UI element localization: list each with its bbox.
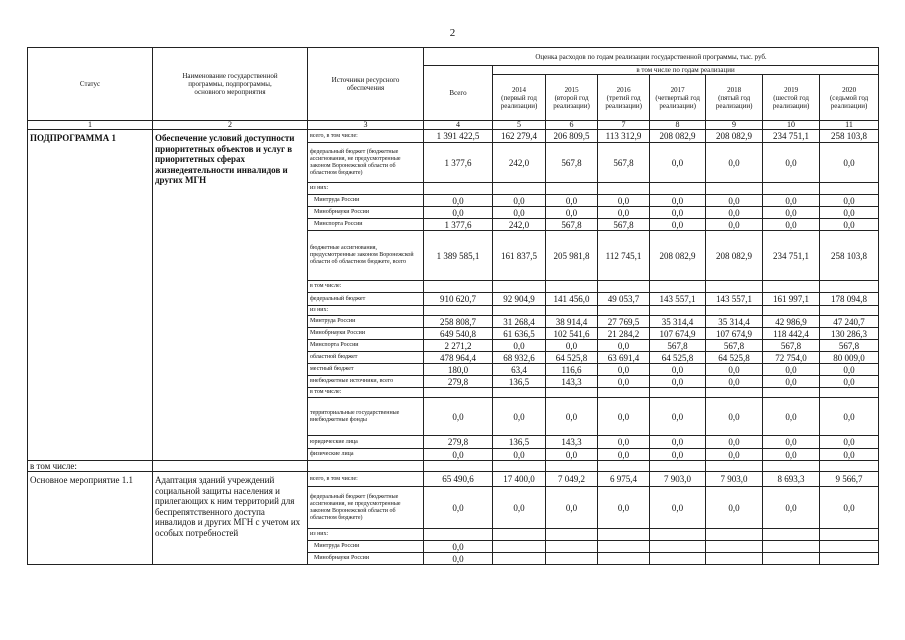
value-2019: 0,0 xyxy=(763,207,820,219)
header-estimate: Оценка расходов по годам реализации государственной программы, тыс. руб. xyxy=(424,48,879,66)
value-total: 279,8 xyxy=(424,436,493,449)
value-2014: 17 400,0 xyxy=(493,472,546,487)
value-total: 0,0 xyxy=(424,541,493,553)
value-2017 xyxy=(650,529,706,541)
subprogram-name: Обеспечение условий доступности приоритетных объектов и услуг в приоритетных сферах жизнедеятельности инвалидов и других МГН xyxy=(153,130,308,461)
table-body xyxy=(28,48,879,565)
value-2014 xyxy=(493,529,546,541)
source-cell: в том числе: xyxy=(308,281,424,293)
empty-cell xyxy=(546,461,598,472)
value-2015 xyxy=(546,388,598,398)
value-2020 xyxy=(820,183,879,195)
value-2015: 141 456,0 xyxy=(546,293,598,306)
value-2018 xyxy=(706,281,763,293)
value-2014: 92 904,9 xyxy=(493,293,546,306)
source-cell: федеральный бюджет (бюджетные ассигнования, не предусмотренные законом Воронежской области об областном бюджете) xyxy=(308,487,424,529)
empty-cell xyxy=(153,461,308,472)
empty-cell xyxy=(706,461,763,472)
value-2014: 136,5 xyxy=(493,376,546,388)
value-2014 xyxy=(493,183,546,195)
value-2016: 27 769,5 xyxy=(598,316,650,328)
value-2020: 0,0 xyxy=(820,376,879,388)
value-2019: 234 751,1 xyxy=(763,130,820,143)
header-year-2020 xyxy=(819,75,878,120)
column-index: 10 xyxy=(763,121,820,130)
value-2014: 161 837,5 xyxy=(493,231,546,281)
value-total: 478 964,4 xyxy=(424,352,493,364)
source-cell: Минобрнауки России xyxy=(308,207,424,219)
value-2014: 0,0 xyxy=(493,398,546,436)
value-2015: 567,8 xyxy=(546,143,598,183)
header-years-row xyxy=(493,75,878,120)
value-total: 1 377,6 xyxy=(424,143,493,183)
source-cell: из них: xyxy=(308,306,424,316)
value-2020: 0,0 xyxy=(820,449,879,461)
header-year-label: (седьмой год реализации) xyxy=(829,93,869,110)
empty-cell xyxy=(820,461,879,472)
value-2017: 7 903,0 xyxy=(650,472,706,487)
empty-cell xyxy=(650,461,706,472)
column-index: 2 xyxy=(153,121,308,130)
value-2020: 0,0 xyxy=(820,487,879,529)
header-year-2014 xyxy=(493,75,545,120)
header-name: Наименование государственной программы, подпрограммы, основного мероприятия xyxy=(153,48,308,121)
header-sources: Источники ресурсного обеспечения xyxy=(308,48,424,121)
column-index: 4 xyxy=(424,121,493,130)
source-cell: Минтруда России xyxy=(308,541,424,553)
value-2019 xyxy=(763,553,820,565)
value-2014 xyxy=(493,281,546,293)
value-2018: 107 674,9 xyxy=(706,328,763,340)
value-2014: 63,4 xyxy=(493,364,546,376)
header-including-years: в том числе по годам реализации xyxy=(493,66,878,75)
value-2015 xyxy=(546,306,598,316)
value-2020 xyxy=(820,306,879,316)
value-2018 xyxy=(706,541,763,553)
value-2019: 0,0 xyxy=(763,219,820,231)
value-2020 xyxy=(820,281,879,293)
value-2016 xyxy=(598,281,650,293)
empty-cell xyxy=(763,461,820,472)
value-2017: 0,0 xyxy=(650,449,706,461)
page-number: 2 xyxy=(449,27,456,39)
value-2018 xyxy=(706,183,763,195)
value-2020: 130 286,3 xyxy=(820,328,879,340)
value-2015 xyxy=(546,541,598,553)
value-2016 xyxy=(598,183,650,195)
value-2016: 0,0 xyxy=(598,487,650,529)
value-2017: 208 082,9 xyxy=(650,130,706,143)
value-2014: 242,0 xyxy=(493,219,546,231)
value-total: 0,0 xyxy=(424,195,493,207)
value-2019: 567,8 xyxy=(763,340,820,352)
value-total: 1 391 422,5 xyxy=(424,130,493,143)
source-cell: в том числе: xyxy=(308,388,424,398)
value-2019 xyxy=(763,388,820,398)
header-year-number: 2015 xyxy=(564,85,579,94)
value-2020: 0,0 xyxy=(820,207,879,219)
value-2014 xyxy=(493,541,546,553)
value-2015 xyxy=(546,183,598,195)
header-year-2019 xyxy=(762,75,819,120)
value-2018 xyxy=(706,529,763,541)
value-2017: 64 525,8 xyxy=(650,352,706,364)
value-total: 649 540,8 xyxy=(424,328,493,340)
value-2015: 0,0 xyxy=(546,340,598,352)
value-2017 xyxy=(650,306,706,316)
value-2014: 0,0 xyxy=(493,340,546,352)
value-2016: 6 975,4 xyxy=(598,472,650,487)
value-2015 xyxy=(546,281,598,293)
value-2018: 0,0 xyxy=(706,398,763,436)
source-cell: Минобрнауки России xyxy=(308,328,424,340)
including-row xyxy=(28,461,879,472)
source-cell: местный бюджет xyxy=(308,364,424,376)
value-2018: 7 903,0 xyxy=(706,472,763,487)
value-2019: 42 986,9 xyxy=(763,316,820,328)
value-2018: 0,0 xyxy=(706,376,763,388)
value-2019: 0,0 xyxy=(763,364,820,376)
value-2020: 0,0 xyxy=(820,436,879,449)
value-2014: 242,0 xyxy=(493,143,546,183)
value-2016: 0,0 xyxy=(598,195,650,207)
source-cell: бюджетные ассигнования, предусмотренные законом Воронежской области об областном бюджете, всего xyxy=(308,231,424,281)
column-index: 9 xyxy=(706,121,763,130)
value-2018: 0,0 xyxy=(706,364,763,376)
source-cell: Минтруда России xyxy=(308,316,424,328)
column-index: 7 xyxy=(598,121,650,130)
header-status: Статус xyxy=(28,48,153,121)
value-2014: 0,0 xyxy=(493,487,546,529)
value-2015: 205 981,8 xyxy=(546,231,598,281)
header-year-2015 xyxy=(545,75,597,120)
value-2019: 161 997,1 xyxy=(763,293,820,306)
value-2014: 31 268,4 xyxy=(493,316,546,328)
value-2016 xyxy=(598,541,650,553)
value-2015: 102 541,6 xyxy=(546,328,598,340)
value-2017: 567,8 xyxy=(650,340,706,352)
value-2016: 0,0 xyxy=(598,398,650,436)
value-2016 xyxy=(598,529,650,541)
value-2019: 0,0 xyxy=(763,195,820,207)
value-2020: 0,0 xyxy=(820,143,879,183)
value-total xyxy=(424,281,493,293)
value-2017: 0,0 xyxy=(650,207,706,219)
value-2014 xyxy=(493,553,546,565)
value-2018 xyxy=(706,388,763,398)
header-year-label: (первый год реализации) xyxy=(500,93,538,110)
value-2016: 0,0 xyxy=(598,436,650,449)
value-2015: 143,3 xyxy=(546,376,598,388)
header-year-label: (четвертый год реализации) xyxy=(655,93,700,110)
source-cell: внебюджетные источники, всего xyxy=(308,376,424,388)
source-cell: всего, в том числе: xyxy=(308,130,424,143)
value-2020: 47 240,7 xyxy=(820,316,879,328)
source-cell: Минспорта России xyxy=(308,219,424,231)
value-2018: 0,0 xyxy=(706,207,763,219)
value-2014 xyxy=(493,306,546,316)
activity-name: Адаптация зданий учреждений социальной защиты населения и прилегающих к ним территорий для беспрепятственного доступа инвалидов и других МГН с учетом их особых потребностей xyxy=(153,472,308,565)
value-2017: 35 314,4 xyxy=(650,316,706,328)
value-2014: 61 636,5 xyxy=(493,328,546,340)
value-2018: 208 082,9 xyxy=(706,231,763,281)
value-2019 xyxy=(763,306,820,316)
value-2020: 0,0 xyxy=(820,195,879,207)
value-total: 279,8 xyxy=(424,376,493,388)
value-2018: 208 082,9 xyxy=(706,130,763,143)
value-2020: 567,8 xyxy=(820,340,879,352)
value-2020 xyxy=(820,388,879,398)
value-2019: 0,0 xyxy=(763,487,820,529)
activity-status-text: Основное мероприятие 1.1 xyxy=(30,475,133,485)
value-total: 0,0 xyxy=(424,207,493,219)
value-total: 0,0 xyxy=(424,398,493,436)
source-cell: из них: xyxy=(308,529,424,541)
value-2015: 64 525,8 xyxy=(546,352,598,364)
source-cell: всего, в том числе: xyxy=(308,472,424,487)
value-2016: 63 691,4 xyxy=(598,352,650,364)
value-2014: 68 932,6 xyxy=(493,352,546,364)
value-2020: 0,0 xyxy=(820,364,879,376)
header-year-number: 2014 xyxy=(512,85,527,94)
value-2016: 49 053,7 xyxy=(598,293,650,306)
source-cell: Минобрнауки России xyxy=(308,553,424,565)
value-2020: 258 103,8 xyxy=(820,231,879,281)
value-2019: 0,0 xyxy=(763,436,820,449)
value-2016: 0,0 xyxy=(598,207,650,219)
value-2019 xyxy=(763,281,820,293)
value-2019: 0,0 xyxy=(763,449,820,461)
header-year-number: 2019 xyxy=(784,85,799,94)
value-2016: 0,0 xyxy=(598,449,650,461)
column-index: 11 xyxy=(820,121,879,130)
source-cell: территориальные государственные внебюджетные фонды xyxy=(308,398,424,436)
value-2016 xyxy=(598,388,650,398)
value-2015 xyxy=(546,553,598,565)
value-2015: 567,8 xyxy=(546,219,598,231)
value-2017 xyxy=(650,281,706,293)
empty-cell xyxy=(308,461,424,472)
value-2017: 0,0 xyxy=(650,487,706,529)
value-2018: 64 525,8 xyxy=(706,352,763,364)
value-2016: 0,0 xyxy=(598,364,650,376)
value-2019: 118 442,4 xyxy=(763,328,820,340)
header-year-label: (второй год реализации) xyxy=(553,93,590,110)
value-2020: 9 566,7 xyxy=(820,472,879,487)
value-2014: 162 279,4 xyxy=(493,130,546,143)
value-2020 xyxy=(820,553,879,565)
value-2016 xyxy=(598,306,650,316)
value-2015: 116,6 xyxy=(546,364,598,376)
value-2014: 0,0 xyxy=(493,207,546,219)
value-2019: 72 754,0 xyxy=(763,352,820,364)
header-year-2018 xyxy=(705,75,762,120)
value-2016: 21 284,2 xyxy=(598,328,650,340)
value-2019: 0,0 xyxy=(763,376,820,388)
header-total: Всего xyxy=(424,66,493,121)
value-total: 1 377,6 xyxy=(424,219,493,231)
value-2017: 208 082,9 xyxy=(650,231,706,281)
value-2019: 0,0 xyxy=(763,398,820,436)
header-year-number: 2016 xyxy=(616,85,631,94)
value-2017: 107 674,9 xyxy=(650,328,706,340)
source-cell: из них: xyxy=(308,183,424,195)
value-2019 xyxy=(763,541,820,553)
value-2019: 234 751,1 xyxy=(763,231,820,281)
value-total xyxy=(424,306,493,316)
value-2017: 143 557,1 xyxy=(650,293,706,306)
value-total: 0,0 xyxy=(424,487,493,529)
source-cell: Минтруда России xyxy=(308,195,424,207)
source-cell: областной бюджет xyxy=(308,352,424,364)
value-total: 258 808,7 xyxy=(424,316,493,328)
value-2017 xyxy=(650,553,706,565)
value-2018: 35 314,4 xyxy=(706,316,763,328)
header-year-number: 2017 xyxy=(670,85,685,94)
activity-status xyxy=(28,472,153,565)
value-total: 0,0 xyxy=(424,449,493,461)
value-2016: 0,0 xyxy=(598,376,650,388)
value-total xyxy=(424,529,493,541)
value-2017: 0,0 xyxy=(650,376,706,388)
value-2020 xyxy=(820,541,879,553)
value-total: 1 389 585,1 xyxy=(424,231,493,281)
subprogram-status xyxy=(28,130,153,461)
value-2019: 0,0 xyxy=(763,143,820,183)
value-2014: 0,0 xyxy=(493,449,546,461)
including-label: в том числе: xyxy=(28,461,153,472)
header-year-number: 2020 xyxy=(842,85,857,94)
value-2017: 0,0 xyxy=(650,436,706,449)
source-cell: федеральный бюджет xyxy=(308,293,424,306)
subprogram-status-text: ПОДПРОГРАММА 1 xyxy=(30,133,117,143)
value-2014: 0,0 xyxy=(493,195,546,207)
value-2017 xyxy=(650,183,706,195)
header-year-label: (шестой год реализации) xyxy=(772,93,810,110)
value-total xyxy=(424,388,493,398)
value-2017: 0,0 xyxy=(650,143,706,183)
value-2017: 0,0 xyxy=(650,219,706,231)
value-2015: 0,0 xyxy=(546,398,598,436)
value-2018: 0,0 xyxy=(706,436,763,449)
source-cell: федеральный бюджет (бюджетные ассигнования, не предусмотренные законом Воронежской области об областном бюджете) xyxy=(308,143,424,183)
value-2015: 38 914,4 xyxy=(546,316,598,328)
source-cell: физические лица xyxy=(308,449,424,461)
value-2018: 0,0 xyxy=(706,487,763,529)
value-2018: 143 557,1 xyxy=(706,293,763,306)
value-2018 xyxy=(706,306,763,316)
table-row xyxy=(28,472,879,487)
value-2018: 0,0 xyxy=(706,195,763,207)
value-2016: 567,8 xyxy=(598,143,650,183)
value-total xyxy=(424,183,493,195)
value-2017 xyxy=(650,541,706,553)
header-year-2017 xyxy=(649,75,705,120)
header-year-label: (пятый год реализации) xyxy=(715,93,753,110)
value-2019: 8 693,3 xyxy=(763,472,820,487)
value-total: 910 620,7 xyxy=(424,293,493,306)
column-index: 1 xyxy=(28,121,153,130)
header-year-label: (третий год реализации) xyxy=(605,93,642,110)
column-index: 5 xyxy=(493,121,546,130)
value-2018: 0,0 xyxy=(706,219,763,231)
value-2018: 0,0 xyxy=(706,449,763,461)
value-2015 xyxy=(546,529,598,541)
column-index: 6 xyxy=(546,121,598,130)
budget-table xyxy=(27,47,879,565)
value-2015: 0,0 xyxy=(546,195,598,207)
value-2016: 112 745,1 xyxy=(598,231,650,281)
value-2017 xyxy=(650,388,706,398)
source-cell: Минспорта России xyxy=(308,340,424,352)
value-2015: 7 049,2 xyxy=(546,472,598,487)
value-total: 65 490,6 xyxy=(424,472,493,487)
value-2017: 0,0 xyxy=(650,398,706,436)
value-2018 xyxy=(706,553,763,565)
value-2015: 0,0 xyxy=(546,207,598,219)
value-2017: 0,0 xyxy=(650,195,706,207)
value-total: 180,0 xyxy=(424,364,493,376)
value-2014: 136,5 xyxy=(493,436,546,449)
value-total: 2 271,2 xyxy=(424,340,493,352)
value-2018: 567,8 xyxy=(706,340,763,352)
value-2020: 80 009,0 xyxy=(820,352,879,364)
value-2014 xyxy=(493,388,546,398)
value-2015: 0,0 xyxy=(546,449,598,461)
value-2015: 143,3 xyxy=(546,436,598,449)
value-2020: 0,0 xyxy=(820,398,879,436)
value-2015: 206 809,5 xyxy=(546,130,598,143)
empty-cell xyxy=(493,461,546,472)
source-cell: юридические лица xyxy=(308,436,424,449)
value-2016: 567,8 xyxy=(598,219,650,231)
value-2020 xyxy=(820,529,879,541)
empty-cell xyxy=(424,461,493,472)
value-2015: 0,0 xyxy=(546,487,598,529)
header-years-group xyxy=(493,66,879,121)
value-2016: 0,0 xyxy=(598,340,650,352)
value-2019 xyxy=(763,183,820,195)
column-index: 8 xyxy=(650,121,706,130)
value-2020: 0,0 xyxy=(820,219,879,231)
table-row xyxy=(28,130,879,143)
column-index-row xyxy=(28,121,879,130)
value-2019 xyxy=(763,529,820,541)
empty-cell xyxy=(598,461,650,472)
header-year-2016 xyxy=(597,75,649,120)
header-year-number: 2018 xyxy=(727,85,742,94)
value-2017: 0,0 xyxy=(650,364,706,376)
column-index: 3 xyxy=(308,121,424,130)
value-2018: 0,0 xyxy=(706,143,763,183)
value-2016: 113 312,9 xyxy=(598,130,650,143)
value-2016 xyxy=(598,553,650,565)
value-2020: 258 103,8 xyxy=(820,130,879,143)
value-total: 0,0 xyxy=(424,553,493,565)
value-2020: 178 094,8 xyxy=(820,293,879,306)
